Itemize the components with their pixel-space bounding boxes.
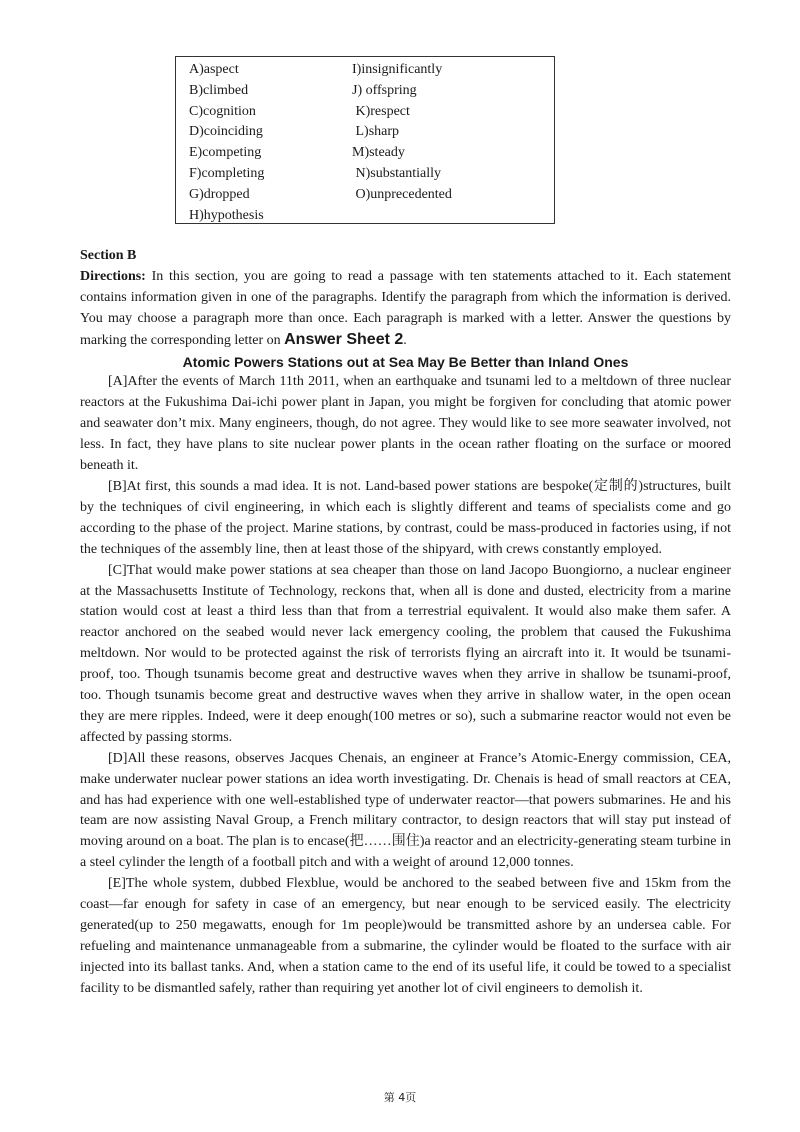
directions-label: Directions: [80,268,146,284]
paragraph-d [80,749,731,874]
paragraph-label: [B] [108,478,127,494]
section-title: Section B [80,248,137,263]
word-option: O)unprecedented [352,186,452,202]
paragraph-label: [D] [108,750,128,766]
word-option: E)competing [189,145,262,161]
word-option: L)sharp [352,124,400,140]
word-option: F)completing [189,165,265,181]
word-option: B)climbed [189,82,249,98]
paragraph-text: All these reasons, observes Jacques Chenais, an engineer at France’s Atomic-Energy commission, CEA, make underwater nuclear power stations an idea worth investigating. Dr. Chenais is head of small reactors at CEA, and has had experience with one well-established type of underwater reactor—that powers submarines. He and his team are now assisting Naval Group, a French military contractor, to design reactors that will stay put instead of moving around on a boat. The plan is to encase(把……围住)a reactor and an electricity-generating steam turbine in a steel cylinder the length of a football pitch and with a weight of around 12,000 tonnes. [80,750,731,871]
paragraph-a [80,372,731,477]
word-option: D)coinciding [189,124,263,140]
paragraph-text: The whole system, dubbed Flexblue, would be anchored to the seabed between five and 15km from the coast—far enough for safety in case of an emergency, but near enough to be serviced easily. The electricity generated(up to 250 megawatts, enough for 1m people)would be transmitted ashore by an undersea cable. For refueling and maintenance unmanageable from a submarine, the cylinder would be floated to the surface with air injected into its ballast tanks. And, when a station came to the end of its useful life, it could be towed to a specialist facility to be dismantled safely, rather than requiring yet another lot of civil engineers to demolish it. [80,876,731,996]
paragraph-e [80,874,731,999]
passage-title: Atomic Powers Stations out at Sea May Be Better than Inland Ones [182,353,629,370]
word-option: A)aspect [189,62,239,77]
word-option: C)cognition [189,103,256,119]
paragraph-b [80,477,731,561]
word-option: H)hypothesis [189,207,264,223]
directions [80,267,731,352]
word-option: M)steady [352,145,405,161]
word-option: J) offspring [352,82,417,98]
paragraph-label: [C] [108,562,127,578]
word-option: G)dropped [189,186,250,202]
page-content [80,246,731,1000]
word-option: I)insignificantly [352,62,443,77]
word-bank-right-column [352,60,452,206]
paragraph-label: [E] [108,876,126,892]
word-option: N)substantially [352,165,442,181]
word-option: K)respect [352,103,410,119]
page-number: 第 4页 [383,1091,417,1104]
directions-end: . [403,332,407,348]
word-bank-left-column [189,60,264,226]
paragraph-label: [A] [108,374,128,390]
paragraph-text: At first, this sounds a mad idea. It is not. Land-based power stations are bespoke(定制的)structures, built by the techniques of civil engineering, in which each is slightly different and teams of specialists come and go according to the phase of the project. Marine stations, by contrast, could be mass-produced in factories using, if not the techniques of the assembly line, then at least those of the shipyard, with crews constantly employed. [80,478,731,557]
answer-sheet-ref: Answer Sheet 2 [284,330,404,348]
directions-text: In this section, you are going to read a passage with ten statements attached to it. Each statement contains information given in one of the paragraphs. Identify the paragraph from which the information is derived. You may choose a paragraph more than once. Each paragraph is marked with a letter. Answer the questions by marking the corresponding letter on [80,268,731,348]
paragraph-c [80,561,731,749]
word-bank-box [175,56,555,224]
paragraph-text: After the events of March 11th 2011, when an earthquake and tsunami led to a meltdown of three nuclear reactors at the Fukushima Dai-ichi power plant in Japan, you might be forgiven for concluding that atomic power and seawater don’t mix. Many engineers, though, do not agree. They would like to see more seawater involved, not less. In fact, they have plans to site nuclear power plants in the ocean rather floating on the surface or moored beneath it. [80,374,731,474]
paragraph-text: That would make power stations at sea cheaper than those on land Jacopo Buongiorno, a nuclear engineer at the Massachusetts Institute of Technology, reckons that, when all is done and dusted, electricity from a marine station would cost at least a third less than that from a terrestrial equivalent. It would also make them safer. A reactor anchored on the seabed would never lack emergency cooling, the problem that caused the Fukushima meltdown. Nor would to be protected against the risk of terrorists flying an aircraft into it. It would be tsunami-proof, too. Though tsunamis become great and destructive waves when they arrive in shallow be tsunami-proof, too. Though tsunamis become great and destructive waves when they arrive in shallow water, in the open ocean they are mere ripples. Indeed, were it deep enough(100 metres or so), such a submarine reactor would not even be affected by passing storms. [80,562,731,745]
